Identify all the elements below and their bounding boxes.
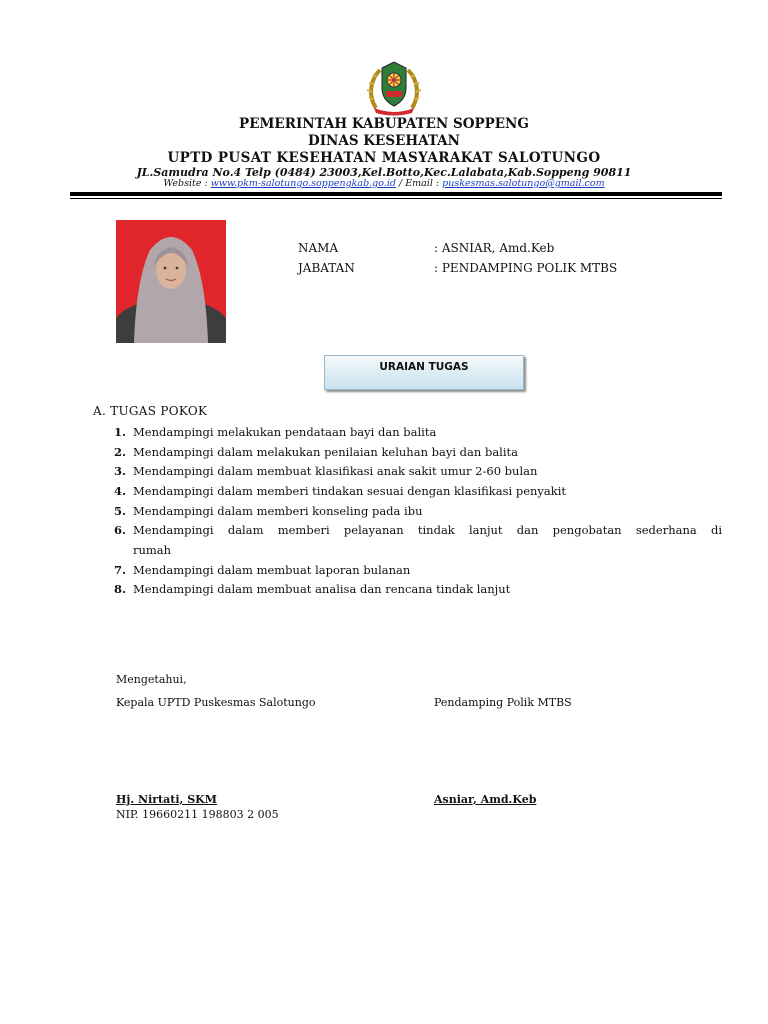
government-title: PEMERINTAH KABUPATEN SOPPENG — [239, 116, 529, 132]
name-label: NAMA — [298, 241, 339, 255]
contact-line — [0, 178, 768, 189]
main-tasks-heading: A. TUGAS POKOK — [93, 404, 208, 418]
department-title: DINAS KESEHATAN — [308, 133, 460, 149]
task-number: 3. — [113, 464, 126, 478]
task-number: 6. — [113, 523, 126, 537]
task-description-box: URAIAN TUGAS — [324, 355, 524, 390]
address-line: JL.Samudra No.4 Telp (0484) 23003,Kel.Botto,Kec.Lalabata,Kab.Soppeng 90811 — [136, 166, 632, 179]
task-text: Mendampingi dalam melakukan penilaian keluhan bayi dan balita — [133, 445, 519, 459]
task-number: 1. — [113, 425, 126, 439]
task-text: Mendampingi dalam membuat laporan bulanan — [133, 563, 411, 577]
task-number: 7. — [113, 563, 126, 577]
task-text: rumah — [133, 543, 172, 557]
task-number: 4. — [113, 484, 126, 498]
acknowledged-label: Mengetahui, — [116, 673, 187, 686]
left-signatory-name: Hj. Nirtati, SKM — [116, 793, 217, 806]
left-signatory-title: Kepala UPTD Puskesmas Salotungo — [116, 696, 316, 709]
email-label: / Email : — [398, 178, 440, 189]
website-link[interactable]: www.pkm-salotungo.soppengkab.go.id — [210, 178, 396, 189]
task-number: 5. — [113, 504, 126, 518]
website-label: Website : — [163, 178, 208, 189]
right-signatory-title: Pendamping Polik MTBS — [434, 696, 572, 709]
task-text: Mendampingi dalam memberi konseling pada ibu — [133, 504, 423, 518]
header-divider-thick — [70, 192, 722, 196]
task-number: 2. — [113, 445, 126, 459]
email-link[interactable]: puskesmas.salotungo@gmail.com — [442, 178, 605, 189]
header-divider-thin — [70, 198, 722, 199]
task-text: Mendampingi melakukan pendataan bayi dan balita — [133, 425, 437, 439]
position-value: : PENDAMPING POLIK MTBS — [434, 261, 618, 275]
institution-title: UPTD PUSAT KESEHATAN MASYARAKAT SALOTUNGO — [167, 150, 601, 166]
task-text: Mendampingi dalam membuat klasifikasi anak sakit umur 2-60 bulan — [133, 464, 538, 478]
left-signatory-nip: NIP. 19660211 198803 2 005 — [116, 808, 279, 821]
staff-photo — [116, 220, 226, 343]
right-signatory-name: Asniar, Amd.Keb — [434, 793, 537, 806]
name-value: : ASNIAR, Amd.Keb — [434, 241, 555, 255]
task-text: Mendampingi dalam memberi pelayanan tindak lanjut dan pengobatan sederhana di — [133, 523, 722, 537]
task-text: Mendampingi dalam membuat analisa dan rencana tindak lanjut — [133, 582, 511, 596]
task-number: 8. — [113, 582, 126, 596]
position-label: JABATAN — [298, 261, 355, 275]
soppeng-regency-emblem — [362, 58, 426, 116]
task-text: Mendampingi dalam memberi tindakan sesuai dengan klasifikasi penyakit — [133, 484, 567, 498]
